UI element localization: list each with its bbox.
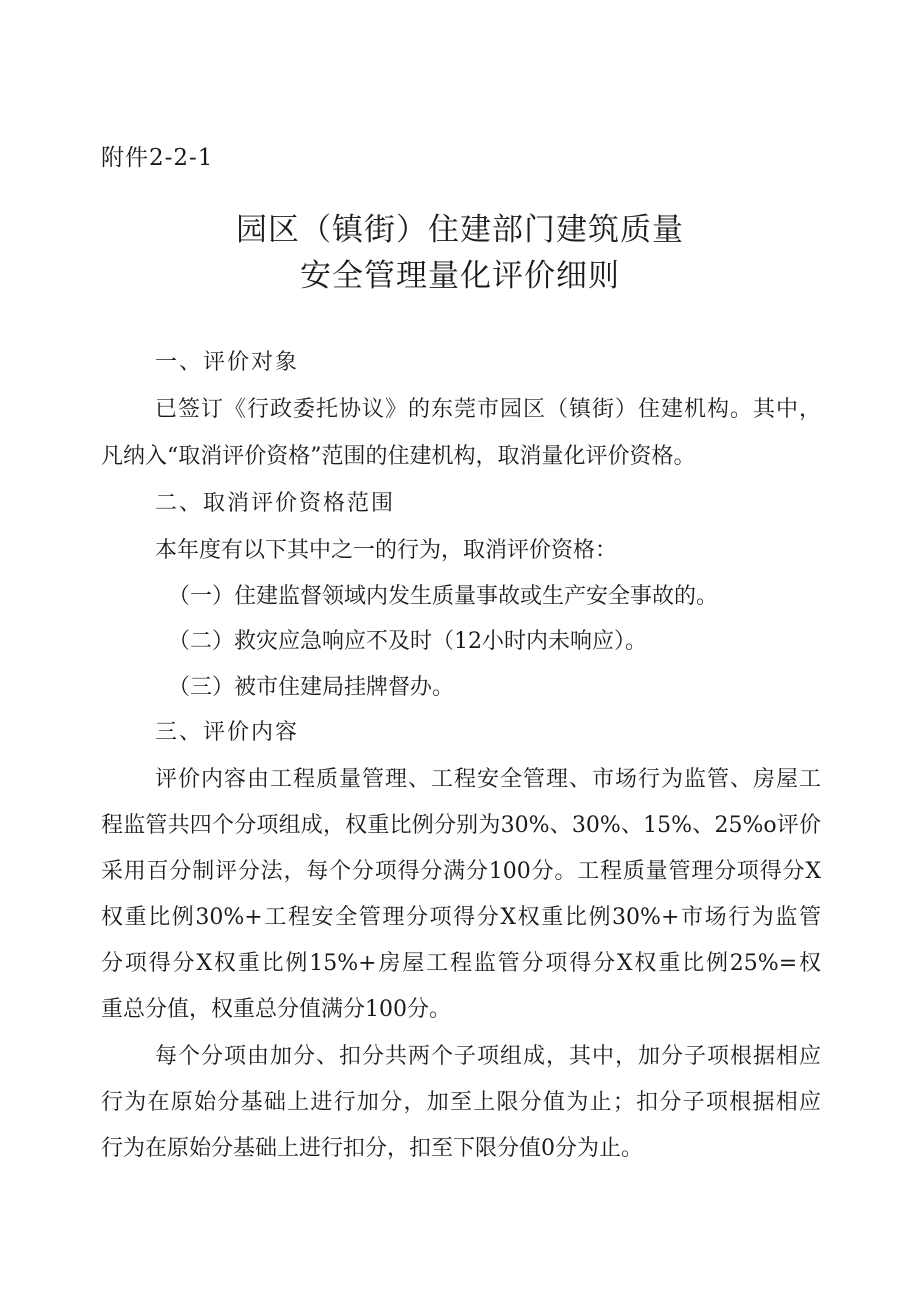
- title-line-1: 园区（镇街）住建部门建筑质量: [236, 212, 684, 248]
- section-3-heading: 三、评价内容: [155, 720, 300, 745]
- section-1-paragraph-line-2: 凡纳入“取消评价资格”范围的住建机构，取消量化评价资格。: [101, 444, 696, 469]
- section-3-paragraph-1-line-5: 分项得分X权重比例15%+房屋工程监管分项得分X权重比例25%=权: [101, 951, 821, 976]
- section-2-intro: 本年度有以下其中之一的行为，取消评价资格：: [155, 538, 618, 563]
- section-2-item-2: （二）救灾应急响应不及时（12小时内未响应）。: [168, 629, 647, 654]
- section-3-paragraph-2-line-1: 每个分项由加分、扣分共两个子项组成，其中，加分子项根据相应: [155, 1044, 821, 1069]
- section-1-paragraph-line-1: 已签订《行政委托协议》的东莞市园区（镇街）住建机构。其中，: [155, 397, 821, 422]
- section-2-item-1: （一）住建监督领域内发生质量事故或生产安全事故的。: [168, 584, 719, 609]
- section-3-paragraph-2-line-2: 行为在原始分基础上进行加分，加至上限分值为止；扣分子项根据相应: [101, 1090, 821, 1115]
- section-1-heading: 一、评价对象: [155, 350, 300, 375]
- attachment-label: 附件2-2-1: [101, 145, 214, 171]
- section-3-paragraph-1-line-4: 权重比例30%+工程安全管理分项得分X权重比例30%+市场行为监管: [101, 905, 821, 930]
- section-3-paragraph-1-line-2: 程监管共四个分项组成，权重比例分别为30%、30%、15%、25%o评价: [101, 813, 821, 838]
- title-line-2: 安全管理量化评价细则: [300, 258, 620, 294]
- section-3-paragraph-1-line-6: 重总分值，权重总分值满分100分。: [101, 997, 451, 1022]
- section-2-item-3: （三）被市住建局挂牌督办。: [168, 675, 455, 700]
- section-2-heading: 二、取消评价资格范围: [155, 491, 396, 516]
- section-3-paragraph-2-line-3: 行为在原始分基础上进行扣分，扣至下限分值0分为止。: [101, 1136, 643, 1161]
- section-3-paragraph-1-line-1: 评价内容由工程质量管理、工程安全管理、市场行为监管、房屋工: [155, 767, 821, 792]
- section-3-paragraph-1-line-3: 采用百分制评分法，每个分项得分满分100分。工程质量管理分项得分X: [101, 859, 821, 884]
